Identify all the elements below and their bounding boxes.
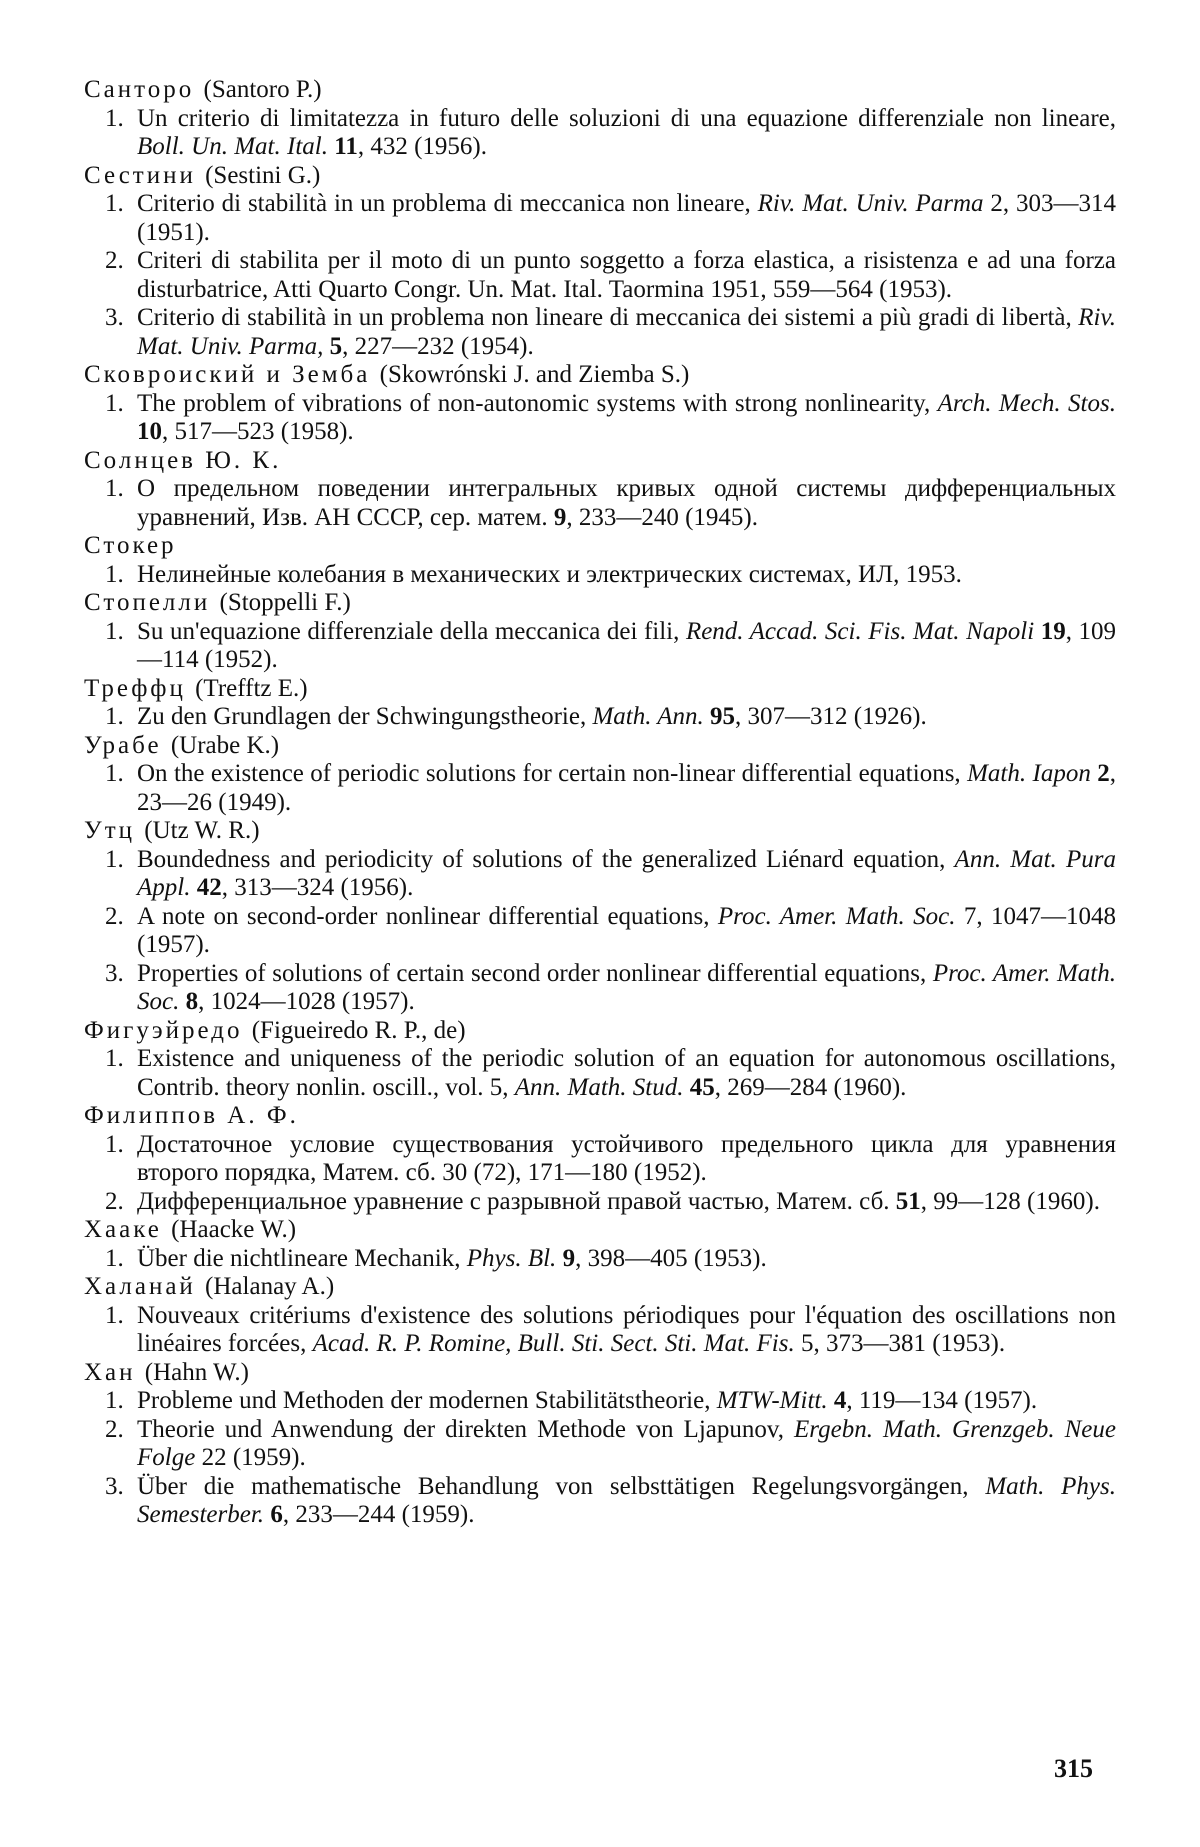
journal-title: Riv. Mat. Univ. Parma: [757, 190, 984, 217]
reference-number: 1.: [105, 760, 124, 787]
reference-pages-year: 7, 1047—1048 (1957).: [137, 902, 1116, 958]
volume-number: 5: [329, 332, 343, 360]
reference-text: The problem of vibrations of non-autonomic systems with strong nonlinearity,: [137, 389, 938, 417]
reference-item: [84, 1188, 1116, 1217]
journal-title: Acad. R. P. Romine, Bull. Sti. Sect. Sti. Mat. Fis.: [312, 1330, 795, 1357]
author-heading: [84, 447, 1116, 476]
author-name: Хан: [84, 1358, 136, 1386]
reference-item: [84, 247, 1116, 304]
author-latin-name: (Trefftz E.): [195, 674, 308, 702]
author-heading: [84, 675, 1116, 704]
journal-title: Rend. Accad. Sci. Fis. Mat. Napoli: [685, 617, 1035, 645]
reference-item: [84, 703, 1116, 732]
reference-pages-year: , 119—134 (1957).: [846, 1387, 1038, 1414]
author-name: Хааке: [84, 1216, 162, 1243]
journal-title: Math. Iapon: [967, 760, 1091, 787]
author-latin-name: (Figueiredo R. P., de): [251, 1016, 466, 1044]
reference-pages-year: , 99—128 (1960).: [920, 1187, 1100, 1215]
reference-number: 2.: [105, 247, 124, 274]
author-latin-name: (Stoppelli F.): [219, 589, 351, 616]
reference-number: 3.: [105, 959, 124, 987]
bib-entry: [84, 1102, 1116, 1216]
journal-title: Arch. Mech. Stos.: [937, 389, 1116, 417]
reference-pages-year: , 517—523 (1958).: [162, 418, 354, 445]
volume-number: 6: [270, 1501, 283, 1528]
reference-pages-year: , 307—312 (1926).: [735, 703, 927, 730]
reference-item: [84, 846, 1116, 903]
author-latin-name: (Utz W. R.): [144, 817, 260, 844]
reference-number: 1.: [105, 190, 124, 217]
author-name: Треффц: [84, 674, 186, 702]
author-heading: [84, 589, 1116, 618]
author-name: Стокер: [84, 532, 177, 559]
reference-item: [84, 960, 1116, 1017]
reference-item: [84, 760, 1116, 817]
journal-title: Ann. Math. Stud.: [514, 1073, 684, 1101]
reference-number: 1.: [105, 560, 124, 588]
bib-entry: [84, 732, 1116, 818]
journal-title: Ann. Mat. Pura Appl.: [137, 845, 1117, 901]
volume-number: 4: [833, 1387, 847, 1414]
author-name: Урабе: [84, 731, 162, 759]
reference-pages-year: , 1024—1028 (1957).: [198, 988, 415, 1015]
author-heading: [84, 1017, 1116, 1046]
reference-item: [84, 390, 1116, 447]
author-latin-name: (Halanay A.): [205, 1273, 335, 1300]
bib-entry: [84, 447, 1116, 533]
volume-number: 9: [562, 1244, 576, 1272]
journal-title: Ergebn. Math. Grenzgeb. Neue Folge: [137, 1415, 1116, 1471]
reference-text: Un criterio di limitatezza in futuro delle soluzioni di una equazione differenziale non lineare,: [137, 104, 1116, 132]
page-number: 315: [1054, 1754, 1093, 1783]
bib-entry: [84, 76, 1116, 162]
author-heading: [84, 361, 1116, 390]
reference-number: 1.: [105, 1301, 124, 1329]
reference-text: Достаточное условие существования устойчивого предельного цикла для уравнения второго порядка, Матем. сб. 30 (72), 171—180 (1952).: [137, 1130, 1116, 1186]
reference-number: 1.: [105, 104, 124, 132]
journal-title: Proc. Amer. Math. Soc.: [137, 959, 1116, 1015]
author-latin-name: (Hahn W.): [144, 1358, 249, 1386]
bib-entry: [84, 162, 1116, 362]
bib-entry: [84, 1216, 1116, 1273]
reference-text: Existence and uniqueness of the periodic solution of an equation for autonomous oscillations, Contrib. theory nonlin. oscill., vol. 5,: [137, 1045, 1116, 1101]
bib-entry: [84, 361, 1116, 447]
volume-number: 9: [553, 503, 567, 531]
author-heading: [84, 817, 1116, 846]
volume-number: 11: [334, 133, 358, 160]
author-name: Филиппов А. Ф.: [84, 1102, 299, 1129]
reference-number: 1.: [105, 389, 124, 417]
volume-number: 19: [1040, 617, 1066, 645]
journal-title: Math. Ann.: [592, 703, 704, 730]
bib-entry: [84, 675, 1116, 732]
journal-title: Phys. Bl.: [466, 1244, 557, 1272]
reference-number: 1.: [105, 617, 124, 645]
author-heading: [84, 1102, 1116, 1131]
reference-number: 1.: [105, 1244, 124, 1272]
author-latin-name: (Skowrónski J. and Ziemba S.): [379, 361, 690, 388]
reference-pages-year: , 227—232 (1954).: [342, 332, 534, 360]
volume-number: 2: [1097, 760, 1110, 787]
journal-title: Proc. Amer. Math. Soc.: [717, 902, 956, 930]
bib-entry: [84, 817, 1116, 1017]
reference-number: 3.: [105, 304, 124, 331]
reference-item: [84, 190, 1116, 247]
volume-number: 8: [185, 988, 199, 1015]
journal-title: Boll. Un. Mat. Ital.: [137, 133, 328, 160]
author-name: Халанай: [84, 1273, 196, 1300]
reference-text: Criteri di stabilita per il moto di un punto soggetto a forza elastica, a risistenza e ad una forza disturbatrice, Atti Quarto Congr. Un. Mat. Ital. Taormina 1951, 559—564 (1953).: [137, 247, 1116, 303]
reference-item: [84, 618, 1116, 675]
author-latin-name: (Urabe K.): [170, 731, 280, 759]
reference-item: [84, 903, 1116, 960]
reference-pages-year: , 269—284 (1960).: [714, 1073, 907, 1101]
reference-number: 2.: [105, 1187, 124, 1215]
reference-item: [84, 304, 1116, 361]
reference-text: Properties of solutions of certain second order nonlinear differential equations,: [137, 959, 933, 987]
reference-text: A note on second-order nonlinear differential equations,: [137, 902, 718, 930]
reference-number: 1.: [105, 845, 124, 873]
bib-entry: [84, 1359, 1116, 1530]
journal-title: Riv. Mat. Univ. Parma,: [137, 304, 1116, 360]
reference-text: Probleme und Methoden der modernen Stabilitätstheorie,: [137, 1387, 717, 1414]
reference-text: Нелинейные колебания в механических и электрических системах, ИЛ, 1953.: [137, 560, 962, 588]
volume-number: 42: [196, 874, 222, 901]
reference-pages-year: , 432 (1956).: [357, 133, 487, 160]
author-name: Сестини: [84, 161, 196, 189]
author-heading: [84, 1216, 1116, 1245]
reference-text: Boundedness and periodicity of solutions of the generalized Liénard equation,: [137, 845, 955, 873]
reference-number: 1.: [105, 1045, 124, 1072]
reference-text: Nouveaux critériums d'existence des solutions périodiques pour l'équation des oscillations non linéaires forcées,: [137, 1301, 1116, 1357]
reference-pages-year: 5, 373—381 (1953).: [794, 1330, 1006, 1357]
author-name: Фигуэйредо: [84, 1016, 243, 1044]
author-heading: [84, 162, 1116, 191]
reference-pages-year: 22 (1959).: [195, 1444, 306, 1471]
reference-item: [84, 1045, 1116, 1102]
author-latin-name: (Haacke W.): [171, 1216, 297, 1243]
author-name: Утц: [84, 817, 136, 844]
author-name: Солнцев Ю. К.: [84, 446, 282, 474]
author-heading: [84, 76, 1116, 105]
reference-item: [84, 1245, 1116, 1274]
reference-number: 2.: [105, 1415, 124, 1443]
reference-text: Su un'equazione differenziale della meccanica dei fili,: [137, 617, 686, 645]
reference-number: 1.: [105, 1387, 124, 1414]
reference-text: О предельном поведении интегральных кривых одной системы дифференциальных уравнений, Изв. АН СССР, сер. матем.: [137, 475, 1116, 531]
bib-entry: [84, 1273, 1116, 1359]
volume-number: 45: [689, 1073, 715, 1101]
bib-entry: [84, 589, 1116, 675]
reference-text: Über die nichtlineare Mechanik,: [137, 1244, 467, 1272]
reference-pages-year: , 398—405 (1953).: [575, 1244, 767, 1272]
journal-title: Math. Phys. Semesterber.: [137, 1472, 1116, 1528]
reference-item: [84, 475, 1116, 532]
reference-item: [84, 1387, 1116, 1416]
reference-text: Дифференциальное уравнение с разрывной правой частью, Матем. сб.: [137, 1187, 896, 1215]
reference-pages-year: , 23—26 (1949).: [137, 760, 1116, 816]
author-heading: [84, 732, 1116, 761]
author-name: Санторо: [84, 76, 195, 103]
author-heading: [84, 1273, 1116, 1302]
reference-text: On the existence of periodic solutions for certain non-linear differential equations,: [137, 760, 968, 787]
reference-item: [84, 1302, 1116, 1359]
reference-pages-year: , 109—114 (1952).: [137, 617, 1117, 673]
volume-number: 95: [710, 703, 736, 730]
reference-pages-year: , 313—324 (1956).: [221, 874, 414, 901]
reference-text: Criterio di stabilità in un problema non lineare di meccanica dei sistemi a più gradi di libertà,: [137, 304, 1079, 331]
author-latin-name: (Santoro P.): [203, 76, 322, 103]
author-latin-name: (Sestini G.): [205, 161, 321, 189]
bibliography-list: [84, 76, 1116, 1530]
reference-item: [84, 105, 1116, 162]
reference-item: [84, 1416, 1116, 1473]
reference-pages-year: 2, 303—314 (1951).: [137, 190, 1116, 246]
author-name: Сковроиский и Земба: [84, 361, 371, 388]
volume-number: 10: [137, 418, 162, 445]
reference-text: Zu den Grundlagen der Schwingungstheorie,: [137, 703, 593, 730]
author-heading: [84, 532, 1116, 561]
reference-pages-year: , 233—244 (1959).: [282, 1501, 475, 1528]
reference-pages-year: , 233—240 (1945).: [566, 503, 759, 531]
reference-item: [84, 561, 1116, 590]
journal-title: MTW-Mitt.: [716, 1387, 828, 1414]
reference-number: 1.: [105, 1130, 124, 1158]
volume-number: 51: [895, 1187, 921, 1215]
author-name: Стопелли: [84, 589, 211, 616]
reference-text: Über die mathematische Behandlung von selbsttätigen Regelungsvorgängen,: [137, 1472, 986, 1500]
bib-entry: [84, 532, 1116, 589]
author-heading: [84, 1359, 1116, 1388]
reference-number: 2.: [105, 902, 124, 930]
reference-text: Criterio di stabilità in un problema di meccanica non lineare,: [137, 190, 758, 217]
reference-item: [84, 1131, 1116, 1188]
reference-item: [84, 1473, 1116, 1530]
reference-number: 1.: [105, 475, 124, 502]
reference-text: Theorie und Anwendung der direkten Methode von Ljapunov,: [137, 1415, 795, 1443]
reference-number: 1.: [105, 703, 124, 730]
bib-entry: [84, 1017, 1116, 1103]
reference-number: 3.: [105, 1472, 124, 1500]
